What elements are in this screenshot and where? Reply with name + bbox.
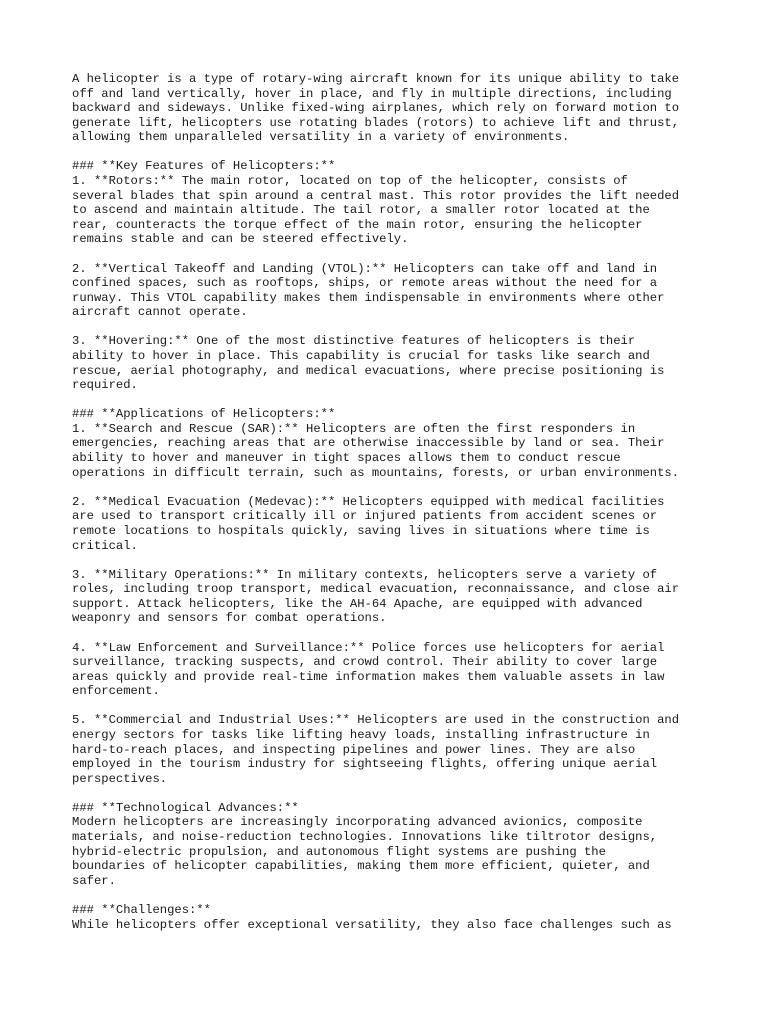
- text-line: 1. **Rotors:** The main rotor, located on top of the helicopter, consists of: [72, 174, 628, 189]
- text-line: rear, counteracts the torque effect of the main rotor, ensuring the helicopter: [72, 217, 643, 232]
- text-line: 1. **Search and Rescue (SAR):** Helicopters are often the first responders in: [72, 421, 636, 436]
- text-line: 5. **Commercial and Industrial Uses:** Helicopters are used in the construction and: [72, 713, 680, 728]
- text-line: ability to hover and maneuver in tight spaces allows them to conduct rescue: [72, 451, 621, 466]
- text-line: 3. **Hovering:** One of the most distinctive features of helicopters is their: [72, 334, 636, 349]
- text-line: perspectives.: [72, 771, 168, 786]
- text-line: emergencies, reaching areas that are otherwise inaccessible by land or sea. Their: [72, 436, 665, 451]
- paragraph-law-enforcement: [72, 641, 712, 699]
- text-line: 2. **Medical Evacuation (Medevac):** Helicopters equipped with medical facilities: [72, 494, 665, 509]
- paragraph-intro: [72, 72, 712, 145]
- paragraph-military: [72, 568, 712, 626]
- text-line: hybrid-electric propulsion, and autonomous flight systems are pushing the: [72, 844, 606, 859]
- text-line: critical.: [72, 538, 138, 553]
- text-line: 2. **Vertical Takeoff and Landing (VTOL):** Helicopters can take off and land in: [72, 261, 658, 276]
- paragraph-technological-advances: [72, 801, 712, 889]
- text-line: to ascend and maintain altitude. The tail rotor, a smaller rotor located at the: [72, 203, 650, 218]
- text-line: surveillance, tracking suspects, and crowd control. Their ability to cover large: [72, 655, 658, 670]
- text-line: support. Attack helicopters, like the AH-64 Apache, are equipped with advanced: [72, 596, 643, 611]
- paragraph-commercial: [72, 713, 712, 786]
- text-line: allowing them unparalleled versatility in a variety of environments.: [72, 130, 570, 145]
- text-line: A helicopter is a type of rotary-wing aircraft known for its unique ability to take: [72, 72, 680, 86]
- text-line: several blades that spin around a central mast. This rotor provides the lift needed: [72, 188, 680, 203]
- text-line: aircraft cannot operate.: [72, 305, 248, 320]
- text-line: runway. This VTOL capability makes them indispensable in environments where other: [72, 290, 665, 305]
- text-line: 3. **Military Operations:** In military contexts, helicopters serve a variety of: [72, 567, 658, 582]
- text-line: are used to transport critically ill or injured patients from accident scenes or: [72, 509, 658, 524]
- text-line: ability to hover in place. This capability is crucial for tasks like search and: [72, 349, 650, 363]
- text-line: roles, including troop transport, medical evacuation, reconnaissance, and close air: [72, 582, 680, 597]
- text-line: backward and sideways. Unlike fixed-wing airplanes, which rely on forward motion to: [72, 101, 680, 116]
- text-line: off and land vertically, hover in place, and fly in multiple directions, including: [72, 86, 672, 101]
- text-line: confined spaces, such as rooftops, ships, or remote areas without the need for a: [72, 276, 658, 291]
- text-line: materials, and noise-reduction technologies. Innovations like tiltrotor designs,: [72, 830, 658, 845]
- text-line: employed in the tourism industry for sightseeing flights, offering unique aerial: [72, 757, 658, 772]
- paragraph-medevac: [72, 495, 712, 553]
- text-line: remains stable and can be steered effectively.: [72, 232, 409, 247]
- text-line: While helicopters offer exceptional versatility, they also face challenges such as: [72, 917, 672, 932]
- text-line: 4. **Law Enforcement and Surveillance:** Police forces use helicopters for aerial: [72, 640, 665, 655]
- text-line: remote locations to hospitals quickly, saving lives in situations where time is: [72, 523, 650, 538]
- document-page: [72, 72, 712, 947]
- text-line: hard-to-reach places, and inspecting pipelines and power lines. They are also: [72, 742, 636, 757]
- paragraph-applications-sar: [72, 407, 712, 480]
- section-heading: ### **Applications of Helicopters:**: [72, 407, 336, 422]
- text-line: required.: [72, 378, 138, 393]
- paragraph-vtol: [72, 262, 712, 320]
- section-heading: ### **Challenges:**: [72, 902, 211, 917]
- text-line: energy sectors for tasks like lifting heavy loads, installing infrastructure in: [72, 727, 650, 742]
- text-line: operations in difficult terrain, such as mountains, forests, or urban environments.: [72, 465, 680, 480]
- text-line: Modern helicopters are increasingly incorporating advanced avionics, composite: [72, 815, 643, 830]
- paragraph-key-features-rotors: [72, 159, 712, 247]
- text-line: enforcement.: [72, 684, 160, 699]
- text-line: generate lift, helicopters use rotating blades (rotors) to achieve lift and thrust,: [72, 115, 680, 130]
- text-line: safer.: [72, 873, 116, 888]
- section-heading: ### **Key Features of Helicopters:**: [72, 159, 336, 174]
- paragraph-challenges: [72, 903, 712, 932]
- text-line: boundaries of helicopter capabilities, making them more efficient, quieter, and: [72, 859, 650, 874]
- text-line: weaponry and sensors for combat operations.: [72, 611, 387, 626]
- text-line: areas quickly and provide real-time information makes them valuable assets in law: [72, 669, 665, 684]
- text-line: rescue, aerial photography, and medical evacuations, where precise positioning is: [72, 363, 665, 378]
- paragraph-hovering: [72, 334, 712, 392]
- section-heading: ### **Technological Advances:**: [72, 800, 299, 815]
